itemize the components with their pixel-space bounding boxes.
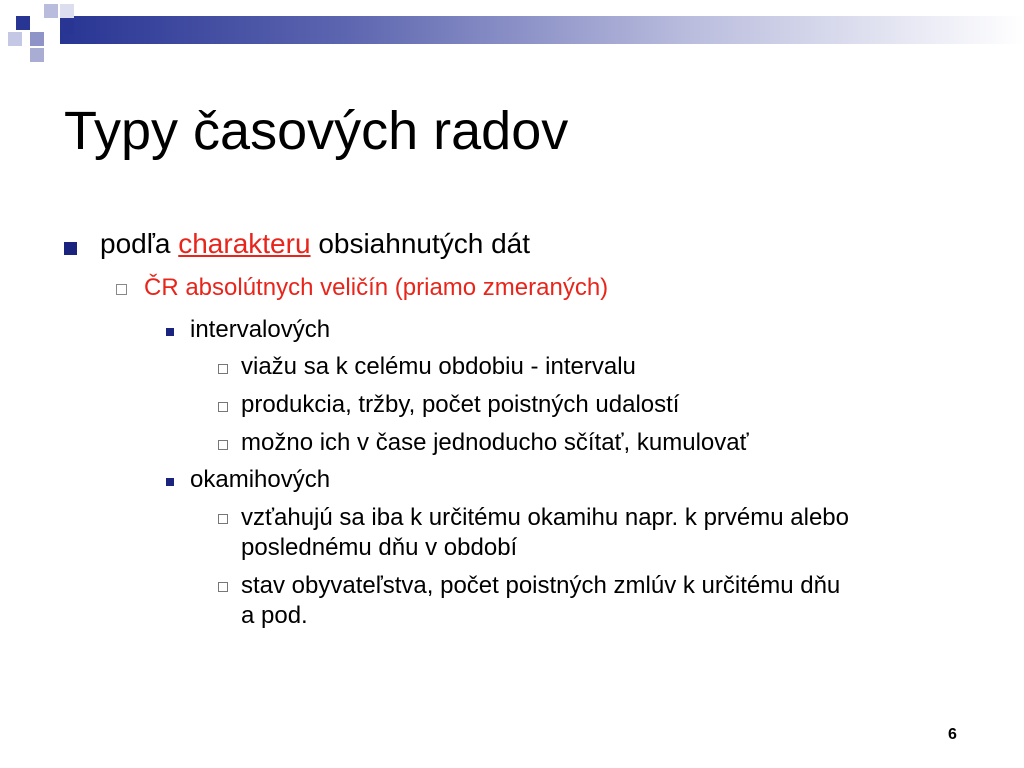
page-number: 6 bbox=[948, 726, 957, 743]
list-item-continuation: a pod. bbox=[241, 602, 308, 629]
bullet-square-icon bbox=[166, 478, 174, 486]
decorative-square bbox=[44, 4, 58, 18]
slide-title: Typy časových radov bbox=[64, 101, 569, 161]
list-item: možno ich v čase jednoducho sčítať, kumulovať bbox=[241, 429, 749, 456]
decorative-square bbox=[60, 20, 74, 34]
decorative-square bbox=[30, 32, 44, 46]
bullet-level2: ČR absolútnych veličín (priamo zmeraných) bbox=[144, 274, 609, 301]
hollow-square-icon bbox=[116, 284, 127, 295]
list-item: vzťahujú sa iba k určitému okamihu napr. k prvému alebo bbox=[241, 504, 849, 531]
header-gradient-bar bbox=[60, 16, 1024, 44]
okamihove-label: okamihových bbox=[190, 466, 331, 493]
hollow-square-icon bbox=[218, 402, 228, 412]
bullet-suffix: obsiahnutých dát bbox=[318, 228, 531, 259]
intervalove-label: intervalových bbox=[190, 316, 331, 343]
list-item-continuation: poslednému dňu v období bbox=[241, 534, 518, 561]
hollow-square-icon bbox=[218, 582, 228, 592]
list-item: viažu sa k celému obdobiu - intervalu bbox=[241, 353, 636, 380]
bullet-level1 bbox=[100, 228, 530, 260]
bullet-prefix: podľa bbox=[100, 228, 171, 259]
decorative-square bbox=[30, 48, 44, 62]
list-item: produkcia, tržby, počet poistných udalostí bbox=[241, 391, 680, 418]
hollow-square-icon bbox=[218, 514, 228, 524]
hollow-square-icon bbox=[218, 364, 228, 374]
decorative-square bbox=[8, 32, 22, 46]
hollow-square-icon bbox=[218, 440, 228, 450]
bullet-square-icon bbox=[166, 328, 174, 336]
charakteru-link[interactable]: charakteru bbox=[178, 228, 311, 259]
decorative-square bbox=[16, 16, 30, 30]
bullet-square-icon bbox=[64, 242, 77, 255]
list-item: stav obyvateľstva, počet poistných zmlúv k určitému dňu bbox=[241, 572, 841, 599]
decorative-square bbox=[60, 4, 74, 18]
